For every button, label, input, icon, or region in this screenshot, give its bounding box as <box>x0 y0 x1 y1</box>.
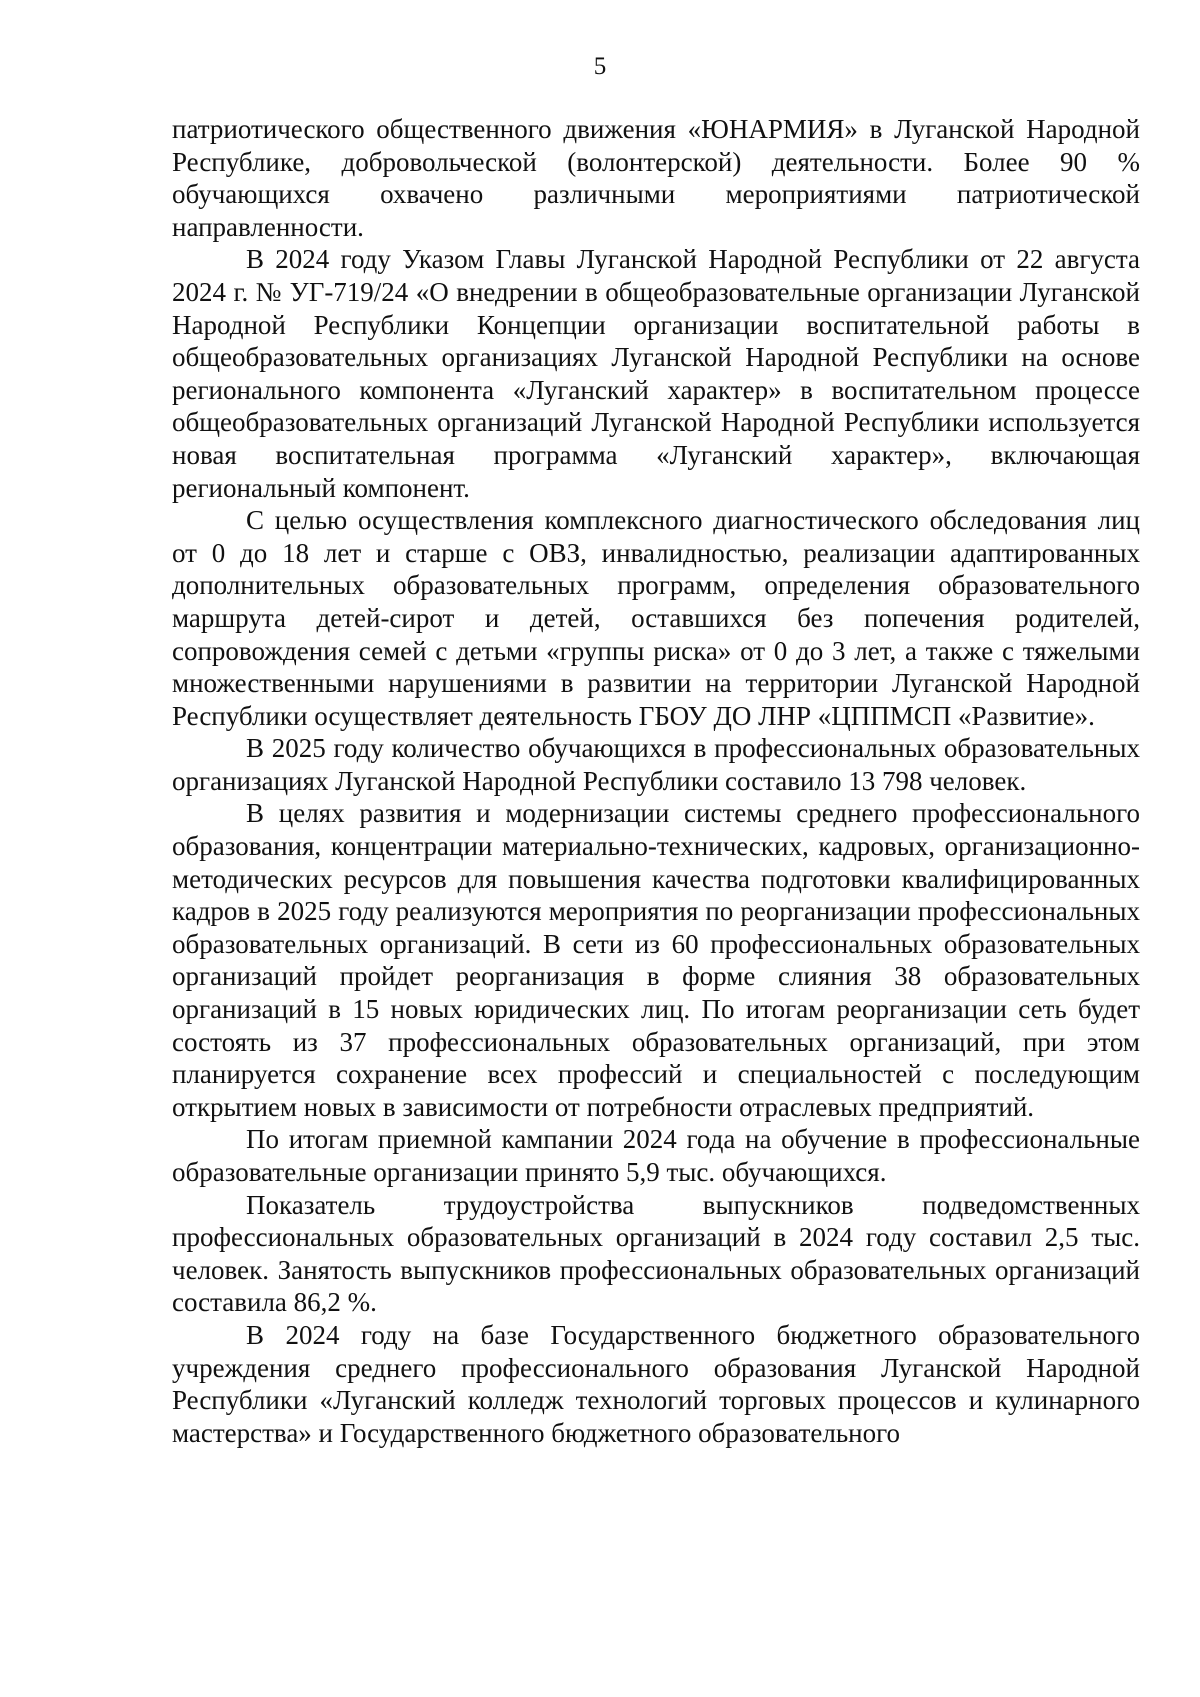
paragraph-students-2025: В 2025 году количество обучающихся в профессиональных образовательных организациях Луганской Народной Республики составило 13 798 человек. <box>172 733 1140 796</box>
paragraph-diagnostics-center: С целью осуществления комплексного диагностического обследования лиц от 0 до 18 лет и старше с ОВЗ, инвалидностью, реализации адаптированных дополнительных образовательных программ, определения образовательного маршрута детей-сирот и детей, оставшихся без попечения родителей, сопровождения семей с детьми «группы риска» от 0 до 3 лет, а также с тяжелыми множественными нарушениями в развитии на территории Луганской Народной Республики осуществляет деятельность ГБОУ ДО ЛНР «ЦППМСП «Развитие». <box>172 505 1140 731</box>
paragraph-yunarmiya-continuation: патриотического общественного движения «ЮНАРМИЯ» в Луганской Народной Республике, добровольческой (волонтерской) деятельности. Более 90 % обучающихся охвачено различными мероприятиями патриотической направленности. <box>172 114 1140 242</box>
paragraph-admission-2024: По итогам приемной кампании 2024 года на обучение в профессиональные образовательные организации принято 5,9 тыс. обучающихся. <box>172 1124 1140 1187</box>
paragraph-employment: Показатель трудоустройства выпускников подведомственных профессиональных образовательных организаций в 2024 году составил 2,5 тыс. человек. Занятость выпускников профессиональных образовательных организаций составила 86,2 %. <box>172 1189 1140 1318</box>
paragraph-college-base: В 2024 году на базе Государственного бюджетного образовательного учреждения среднего профессионального образования Луганской Народной Республики «Луганский колледж технологий торговых процессов и кулинарного мастерства» и Государственного бюджетного образовательного <box>172 1319 1140 1448</box>
page-number: 5 <box>593 53 607 80</box>
paragraph-lugansky-character: В 2024 году Указом Главы Луганской Народной Республики от 22 августа 2024 г. № УГ-719/24 «О внедрении в общеобразовательные организации Луганской Народной Республики Концепции организации воспитательной работы в общеобразовательных организациях Луганской Народной Республики на основе регионального компонента «Луганский характер» в воспитательном процессе общеобразовательных организаций Луганской Народной Республики используется новая воспитательная программа «Луганский характер», включающая региональный компонент. <box>172 244 1140 503</box>
paragraph-reorganization: В целях развития и модернизации системы среднего профессионального образования, концентрации материально-технических, кадровых, организационно-методических ресурсов для повышения качества подготовки квалифицированных кадров в 2025 году реализуются мероприятия по реорганизации профессиональных образовательных организаций. В сети из 60 профессиональных образовательных организаций пройдет реорганизация в форме слияния 38 образовательных организаций в 15 новых юридических лиц. По итогам реорганизации сеть будет состоять из 37 профессиональных образовательных организаций, при этом планируется сохранение всех профессий и специальностей с последующим открытием новых в зависимости от потребности отраслевых предприятий. <box>172 798 1140 1122</box>
document-body <box>172 113 1140 1449</box>
